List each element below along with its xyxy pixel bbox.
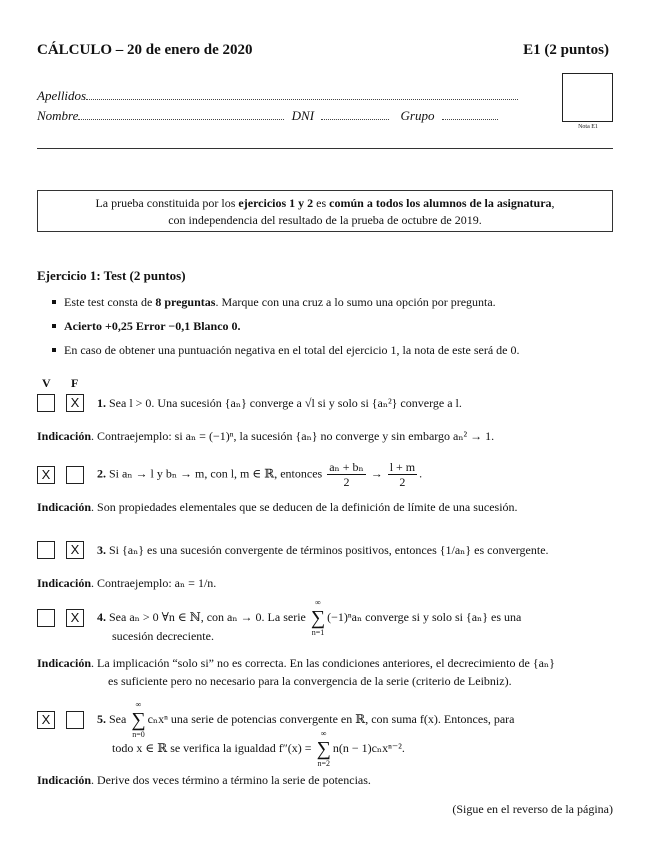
q2-false-checkbox[interactable] xyxy=(66,466,84,484)
header-divider xyxy=(37,148,613,149)
instruction-item: Este test consta de 8 preguntas. Marque con una cruz a lo sumo una opción por pregunta. xyxy=(50,294,519,318)
summation: ∞ ∑ n=2 xyxy=(316,729,331,768)
notice-box xyxy=(37,190,613,232)
grade-box-label: Nota E1 xyxy=(578,124,598,130)
column-v-header: V xyxy=(42,376,51,390)
hint-3: Indicación. Contraejemplo: aₙ = 1/n. xyxy=(37,576,217,590)
nombre-label: Nombre xyxy=(37,108,79,123)
hint-5: Indicación. Derive dos veces término a término la serie de potencias. xyxy=(37,773,371,787)
hint-2: Indicación. Son propiedades elementales que se deducen de la definición de límite de una sucesión. xyxy=(37,500,518,514)
dni-label: DNI xyxy=(291,108,315,123)
q3-true-checkbox[interactable] xyxy=(37,541,55,559)
dni-field[interactable] xyxy=(321,109,389,120)
exercise-heading: Ejercicio 1: Test (2 puntos) xyxy=(37,268,186,283)
exam-points: E1 (2 puntos) xyxy=(523,42,609,58)
instruction-item: En caso de obtener una puntuación negativa en el total del ejercicio 1, la nota de este será de 0. xyxy=(50,342,519,366)
question-3: 3. Si {aₙ} es una sucesión convergente de términos positivos, entonces {1/aₙ} es convergente. xyxy=(97,543,549,557)
hint-1: Indicación. Contraejemplo: si aₙ = (−1)ⁿ, la sucesión {aₙ} no converge y sin embargo aₙ² → 1. xyxy=(37,429,495,443)
continue-note: (Sigue en el reverso de la página) xyxy=(452,802,613,816)
q4-false-checkbox[interactable]: X xyxy=(66,609,84,627)
fraction: $\frac{\text{aₙ + bₙ}}{2}$ xyxy=(329,460,364,489)
summation: ∞ ∑ n=0 xyxy=(131,700,146,739)
grupo-field[interactable] xyxy=(442,109,498,120)
notice-line-2: con independencia del resultado de la prueba de octubre de 2019. xyxy=(168,213,482,227)
q5-true-checkbox[interactable]: X xyxy=(37,711,55,729)
instructions-list xyxy=(50,294,519,366)
q1-false-checkbox[interactable]: X xyxy=(66,394,84,412)
q5-false-checkbox[interactable] xyxy=(66,711,84,729)
nombre-row xyxy=(37,108,498,124)
q3-false-checkbox[interactable]: X xyxy=(66,541,84,559)
q4-true-checkbox[interactable] xyxy=(37,609,55,627)
question-4-line-2: sucesión decreciente. xyxy=(112,629,214,643)
nombre-field[interactable] xyxy=(78,109,284,120)
question-1: 1. Sea l > 0. Una sucesión {aₙ} converge a √l si y solo si {aₙ²} converge a l. xyxy=(97,396,462,410)
apellidos-field[interactable] xyxy=(86,89,518,100)
apellidos-label: Apellidos xyxy=(37,88,87,103)
q1-true-checkbox[interactable] xyxy=(37,394,55,412)
q2-true-checkbox[interactable]: X xyxy=(37,466,55,484)
column-f-header: F xyxy=(71,376,79,390)
question-5-line-2: todo x ∈ ℝ se verifica la igualdad f″(x) = ∞ ∑ n=2 n(n − 1)cₙxⁿ⁻². xyxy=(112,729,405,768)
fraction: $\frac{l + m}{2}$ xyxy=(389,460,416,489)
instruction-item: Acierto +0,25 Error −0,1 Blanco 0. xyxy=(50,318,519,342)
question-2: 2. Si aₙ → l y bₙ → m, con l, m ∈ ℝ, entonces $\frac{\text{aₙ + bₙ}}{2}$ → $\frac{l + m}{2}$ . xyxy=(97,460,423,489)
grade-box[interactable] xyxy=(562,73,613,122)
summation: ∞ ∑ n=1 xyxy=(310,598,326,637)
exam-title: CÁLCULO – 20 de enero de 2020 xyxy=(37,42,253,58)
question-4: 4. Sea aₙ > 0 ∀n ∈ ℕ, con aₙ → 0. La serie ∞ ∑ n=1 (−1)ⁿaₙ converge si y solo si {aₙ} es una xyxy=(97,598,522,637)
hint-4: Indicación. La implicación “solo si” no es correcta. En las condiciones anteriores, el decrecimiento de {aₙ} xyxy=(37,656,555,670)
question-5: 5. Sea ∞ ∑ n=0 cₙxⁿ una serie de potencias convergente en ℝ, con suma f(x). Entonces, para xyxy=(97,700,515,739)
grupo-label: Grupo xyxy=(400,108,435,123)
apellidos-row xyxy=(37,88,518,104)
notice-line-1: La prueba constituida por los ejercicios 1 y 2 es común a todos los alumnos de la asignatura, xyxy=(95,196,555,210)
hint-4-line-2: es suficiente pero no necesario para la convergencia de la serie (criterio de Leibniz). xyxy=(108,674,512,688)
